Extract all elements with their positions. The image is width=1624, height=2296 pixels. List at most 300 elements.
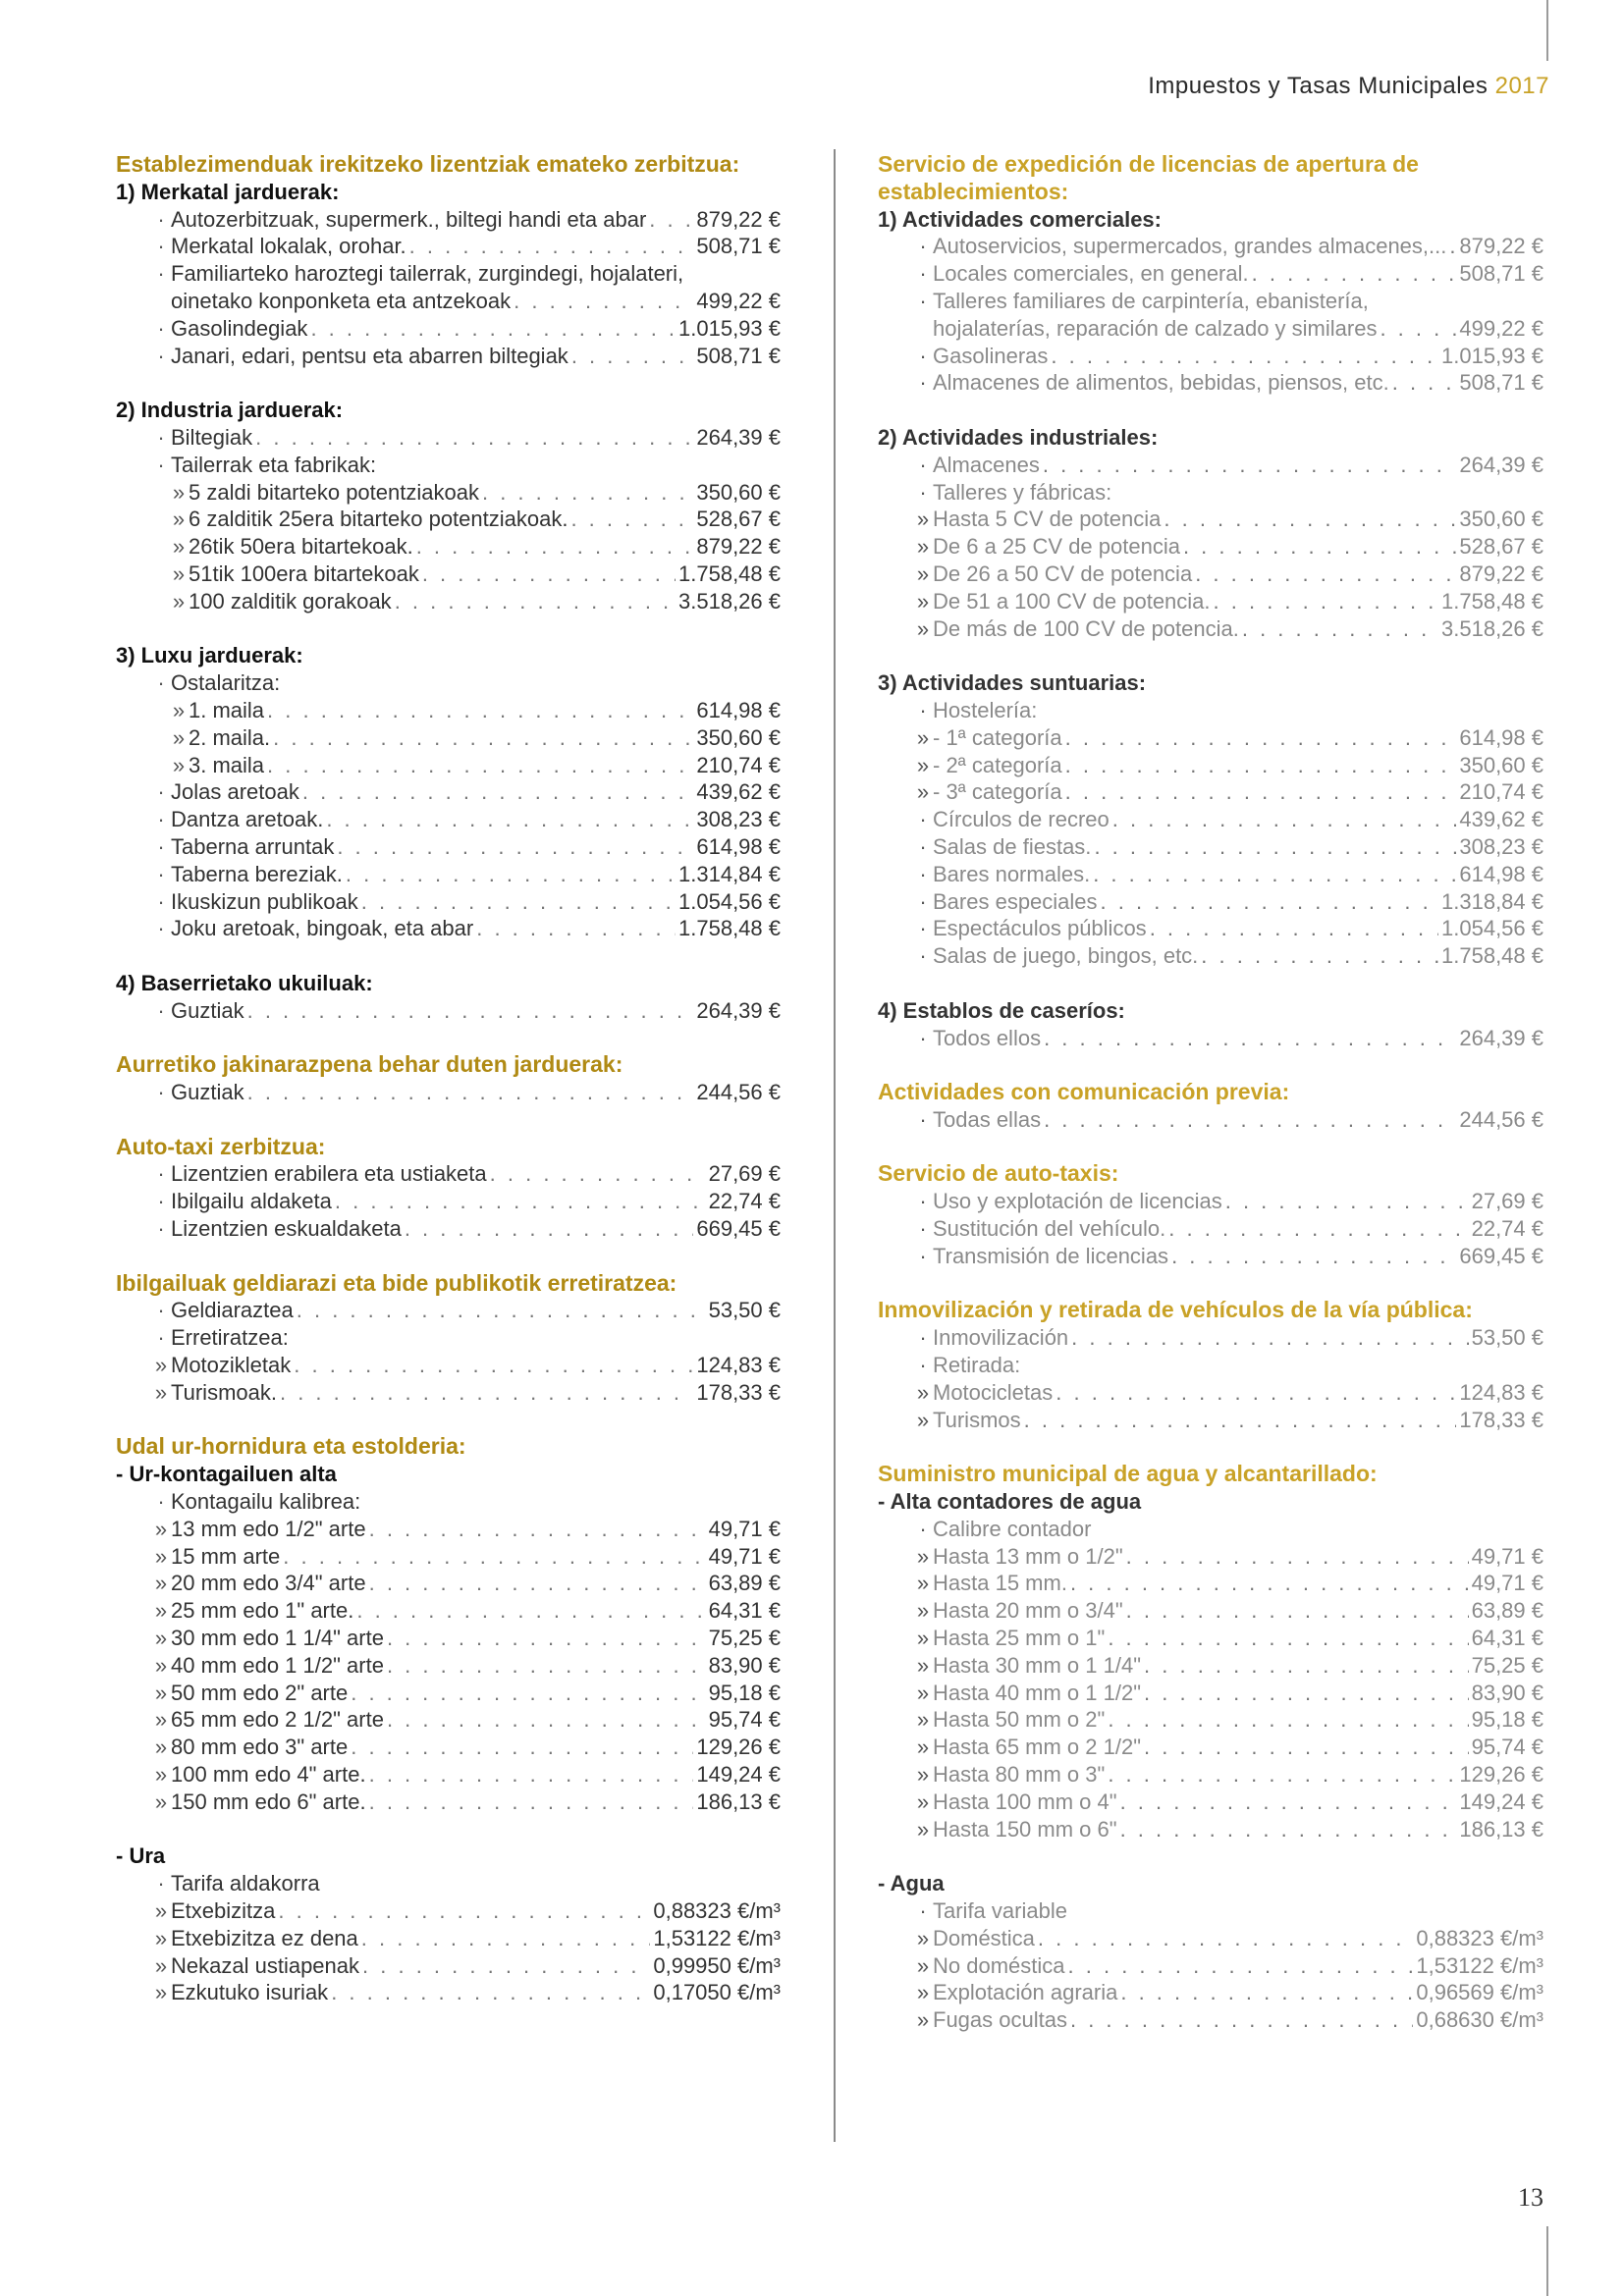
fee-amount: 1.318,84 €	[1441, 888, 1543, 914]
fee-row	[878, 1761, 1543, 1789]
fee-label: - 1ª categoría	[933, 724, 1062, 750]
spacer	[878, 1433, 1543, 1461]
list-label	[878, 1352, 1543, 1379]
fee-row	[116, 778, 781, 806]
fee-amount: 178,33 €	[696, 1379, 781, 1405]
fee-label: Hasta 50 mm o 2"	[933, 1707, 1106, 1733]
fee-label: Turismos	[933, 1407, 1021, 1432]
fee-row	[116, 1079, 781, 1106]
fee-row	[116, 724, 781, 752]
fee-amount: 27,69 €	[1471, 1189, 1543, 1214]
section-subtitle: 2) Industria jarduerak:	[116, 398, 344, 423]
fee-label: Fugas ocultas	[933, 2007, 1067, 2033]
fee-row	[878, 1188, 1543, 1215]
fee-amount: 264,39 €	[1459, 1025, 1543, 1050]
fee-amount: 49,71 €	[1471, 1571, 1543, 1596]
dot-leader	[1120, 1816, 1457, 1843]
fee-label: Locales comerciales, en general.	[933, 261, 1249, 287]
spacer	[878, 642, 1543, 669]
fee-amount: 1.758,48 €	[678, 916, 781, 941]
dot-bullet-icon: ·	[919, 370, 927, 396]
fee-label: Círculos de recreo	[933, 807, 1110, 832]
fee-amount: 75,25 €	[1471, 1652, 1543, 1678]
dot-leader	[356, 1597, 705, 1625]
fee-label: Hasta 20 mm o 3/4"	[933, 1598, 1123, 1624]
fee-label: Ibilgailu aldaketa	[171, 1189, 332, 1214]
fee-row	[878, 861, 1543, 888]
dot-bullet-icon: ·	[919, 234, 927, 259]
fee-label: Todos ellos	[933, 1025, 1042, 1050]
fee-label: Kontagailu kalibrea:	[171, 1489, 361, 1515]
fee-row	[878, 260, 1543, 288]
fee-amount: 350,60 €	[1459, 507, 1543, 532]
list-label	[116, 1488, 781, 1516]
spacer	[116, 369, 781, 397]
chevron-bullet-icon: »	[154, 1898, 168, 1923]
dot-leader	[1225, 1188, 1469, 1215]
dot-leader	[369, 1516, 706, 1543]
fee-row	[878, 1407, 1543, 1434]
dot-leader	[362, 1952, 650, 1980]
fee-label: Hasta 13 mm o 1/2"	[933, 1543, 1123, 1569]
fee-label: Ikuskizun publikoak	[171, 888, 358, 914]
fee-row	[878, 1952, 1543, 1980]
fee-label: Hasta 65 mm o 2 1/2"	[933, 1735, 1142, 1760]
fee-row	[116, 206, 781, 234]
list-label	[116, 260, 781, 288]
fee-amount: 63,89 €	[708, 1571, 781, 1596]
fee-amount: 264,39 €	[1459, 452, 1543, 477]
fee-row	[878, 343, 1543, 370]
fee-amount: 83,90 €	[708, 1652, 781, 1678]
fee-amount: 27,69 €	[708, 1161, 781, 1187]
fee-amount: 1,53122 €/m³	[1416, 1952, 1543, 1978]
fee-label: De 26 a 50 CV de potencia	[933, 561, 1193, 586]
fee-label: Sustitución del vehículo.	[933, 1216, 1166, 1242]
section-title: Servicio de expedición de licencias de apertura de	[878, 151, 1419, 177]
fee-row	[878, 1789, 1543, 1816]
chevron-bullet-icon: »	[916, 1379, 930, 1405]
fee-label: Motocicletas	[933, 1379, 1054, 1405]
fee-label: 5 zaldi bitarteko potentziakoak	[189, 479, 479, 505]
dot-bullet-icon: ·	[919, 861, 927, 886]
fee-amount: 3.518,26 €	[678, 588, 781, 614]
fee-row	[878, 1324, 1543, 1352]
dot-leader	[369, 1789, 694, 1816]
dot-leader	[280, 1379, 693, 1407]
spacer	[878, 1051, 1543, 1079]
fee-amount: 499,22 €	[696, 288, 781, 313]
dot-leader	[1164, 506, 1456, 533]
fee-label: Turismoak.	[171, 1379, 277, 1405]
dot-bullet-icon: ·	[919, 833, 927, 859]
dot-leader	[1051, 343, 1438, 370]
fee-amount: 22,74 €	[708, 1189, 781, 1214]
dot-leader	[1126, 1543, 1469, 1571]
fee-amount: 614,98 €	[696, 697, 781, 722]
fee-label: Etxebizitza ez dena	[171, 1925, 358, 1950]
chevron-bullet-icon: »	[916, 1407, 930, 1432]
fee-row	[116, 1625, 781, 1652]
chevron-bullet-icon: »	[916, 561, 930, 586]
fee-amount: 350,60 €	[1459, 752, 1543, 777]
dot-bullet-icon: ·	[157, 779, 165, 805]
dot-bullet-icon: ·	[919, 807, 927, 832]
fee-amount: 64,31 €	[708, 1598, 781, 1624]
fee-row	[116, 1297, 781, 1324]
dot-leader	[1112, 806, 1457, 833]
fee-amount: 49,71 €	[708, 1543, 781, 1569]
fee-row	[878, 888, 1543, 916]
fee-row	[878, 752, 1543, 779]
section-subtitle: 3) Actividades suntuarias:	[878, 670, 1147, 696]
fee-row	[116, 343, 781, 370]
fee-row	[116, 1652, 781, 1680]
dot-leader	[247, 997, 694, 1025]
fee-label: 15 mm arte	[171, 1543, 281, 1569]
fee-amount: 879,22 €	[696, 206, 781, 232]
spacer	[116, 615, 781, 643]
dot-bullet-icon: ·	[157, 343, 165, 368]
fee-label: Bares especiales	[933, 888, 1098, 914]
dot-leader	[1056, 1379, 1456, 1407]
section-subtitle: 2) Actividades industriales:	[878, 424, 1159, 450]
dot-bullet-icon: ·	[157, 1325, 165, 1351]
dot-leader	[361, 888, 676, 916]
dot-bullet-icon: ·	[919, 1106, 927, 1132]
fee-amount: 439,62 €	[696, 779, 781, 805]
fee-row	[116, 1543, 781, 1571]
fee-amount: 614,98 €	[1459, 724, 1543, 750]
dot-leader	[1070, 1570, 1469, 1597]
spacer	[116, 1816, 781, 1843]
fee-amount: 439,62 €	[1459, 807, 1543, 832]
fee-label: 6 zalditik 25era bitarteko potentziakoak.	[189, 507, 568, 532]
section-title: Suministro municipal de agua y alcantarillado:	[878, 1461, 1378, 1487]
fee-row	[878, 1706, 1543, 1734]
dot-bullet-icon: ·	[919, 1025, 927, 1050]
fee-label: Retirada:	[933, 1353, 1021, 1378]
chevron-bullet-icon: »	[172, 752, 186, 777]
chevron-bullet-icon: »	[916, 1598, 930, 1624]
fee-label: Inmovilización	[933, 1325, 1069, 1351]
chevron-bullet-icon: »	[916, 1735, 930, 1760]
dot-leader	[409, 233, 694, 260]
fee-row	[878, 1680, 1543, 1707]
fee-amount: 49,71 €	[708, 1516, 781, 1541]
fee-amount: 508,71 €	[696, 343, 781, 368]
fee-amount: 0,99950 €/m³	[653, 1952, 781, 1978]
chevron-bullet-icon: »	[916, 507, 930, 532]
fee-amount: 1,53122 €/m³	[653, 1925, 781, 1950]
fee-amount: 3.518,26 €	[1441, 615, 1543, 641]
dot-bullet-icon: ·	[157, 861, 165, 886]
fee-row	[116, 1188, 781, 1215]
fee-amount: 1.054,56 €	[678, 888, 781, 914]
dot-bullet-icon: ·	[919, 1216, 927, 1242]
dot-leader	[387, 1625, 706, 1652]
fee-row	[878, 1570, 1543, 1597]
fee-label: Hostelería:	[933, 697, 1038, 722]
dot-leader	[267, 697, 693, 724]
bottom-rule	[1546, 2226, 1548, 2296]
chevron-bullet-icon: »	[916, 534, 930, 560]
dot-bullet-icon: ·	[919, 1516, 927, 1541]
fee-label: Gasolindegiak	[171, 315, 308, 341]
fee-row	[878, 615, 1543, 643]
fee-row	[878, 1543, 1543, 1571]
fee-label: - 2ª categoría	[933, 752, 1062, 777]
fee-row	[116, 1597, 781, 1625]
dot-leader	[1120, 1979, 1413, 2006]
fee-row	[116, 806, 781, 833]
section-subtitle: 3) Luxu jarduerak:	[116, 643, 303, 668]
fee-label: Guztiak	[171, 1080, 244, 1105]
chevron-bullet-icon: »	[916, 1543, 930, 1569]
fee-label: 26tik 50era bitartekoak.	[189, 534, 413, 560]
fee-row	[878, 942, 1543, 970]
dot-leader	[331, 1979, 650, 2006]
dot-bullet-icon: ·	[157, 452, 165, 477]
dot-leader	[571, 343, 694, 370]
dot-leader	[649, 206, 693, 234]
fee-label: Dantza aretoak.	[171, 807, 324, 832]
fee-label: Hasta 150 mm o 6"	[933, 1816, 1117, 1842]
fee-label: Salas de juego, bingos, etc.	[933, 943, 1199, 969]
chevron-bullet-icon: »	[916, 724, 930, 750]
fee-label: De 51 a 100 CV de potencia.	[933, 588, 1211, 614]
list-label	[878, 288, 1543, 315]
spacer	[878, 1270, 1543, 1298]
fee-label: Joku aretoak, bingoak, eta abar	[171, 916, 474, 941]
fee-row	[116, 1925, 781, 1952]
fee-label: Explotación agraria	[933, 1980, 1118, 2005]
fee-row	[116, 1680, 781, 1707]
fee-amount: 614,98 €	[1459, 861, 1543, 886]
fee-label: Almacenes	[933, 452, 1040, 477]
spacer	[116, 1407, 781, 1434]
dot-leader	[490, 1160, 706, 1188]
chevron-bullet-icon: »	[154, 1571, 168, 1596]
chevron-bullet-icon: »	[154, 1707, 168, 1733]
spacer	[116, 1243, 781, 1270]
fee-amount: 178,33 €	[1459, 1407, 1543, 1432]
fee-label: Geldiaraztea	[171, 1298, 294, 1323]
dot-leader	[1150, 915, 1438, 942]
dot-leader	[326, 806, 693, 833]
fee-label: Ezkutuko isuriak	[171, 1980, 329, 2005]
dot-leader	[1144, 1680, 1469, 1707]
dot-bullet-icon: ·	[157, 888, 165, 914]
dot-leader	[335, 1188, 706, 1215]
fee-label: 30 mm edo 1 1/4" arte	[171, 1626, 384, 1651]
page-header	[1148, 73, 1549, 100]
chevron-bullet-icon: »	[154, 1925, 168, 1950]
dot-bullet-icon: ·	[157, 424, 165, 450]
fee-label: Etxebizitza	[171, 1898, 276, 1923]
fee-amount: 83,90 €	[1471, 1680, 1543, 1705]
fee-amount: 0,96569 €/m³	[1416, 1980, 1543, 2005]
fee-amount: 0,88323 €/m³	[1416, 1925, 1543, 1950]
fee-row	[878, 506, 1543, 533]
list-label	[116, 452, 781, 479]
dot-bullet-icon: ·	[157, 833, 165, 859]
dot-leader	[405, 1215, 694, 1243]
dot-leader	[1126, 1597, 1469, 1625]
dot-leader	[416, 533, 694, 561]
chevron-bullet-icon: »	[172, 588, 186, 614]
section-subtitle: 1) Actividades comerciales:	[878, 206, 1162, 232]
fee-amount: 1.015,93 €	[1441, 343, 1543, 368]
dot-leader	[255, 424, 693, 452]
fee-amount: 308,23 €	[696, 807, 781, 832]
fee-row	[116, 833, 781, 861]
fee-label: 20 mm edo 3/4" arte	[171, 1571, 366, 1596]
fee-amount: 614,98 €	[696, 833, 781, 859]
fee-amount: 669,45 €	[696, 1216, 781, 1242]
dot-bullet-icon: ·	[919, 1353, 927, 1378]
fee-amount: 0,68630 €/m³	[1416, 2007, 1543, 2033]
fee-amount: 95,18 €	[1471, 1707, 1543, 1733]
dot-leader	[1094, 833, 1456, 861]
fee-label: 150 mm edo 6" arte.	[171, 1789, 366, 1814]
spacer	[116, 942, 781, 970]
fee-row	[878, 915, 1543, 942]
chevron-bullet-icon: »	[154, 1543, 168, 1569]
dot-leader	[361, 1925, 651, 1952]
dot-leader	[1065, 778, 1457, 806]
fee-amount: 186,13 €	[1459, 1816, 1543, 1842]
dot-leader	[1065, 752, 1457, 779]
fee-amount: 49,71 €	[1471, 1543, 1543, 1569]
fee-amount: 508,71 €	[696, 234, 781, 259]
fee-row	[878, 533, 1543, 561]
section-subtitle: - Ur-kontagailuen alta	[116, 1462, 337, 1487]
dot-leader	[514, 288, 693, 315]
dot-leader	[1380, 315, 1456, 343]
fee-row	[878, 561, 1543, 588]
dot-leader	[1024, 1407, 1457, 1434]
fee-label: 13 mm edo 1/2" arte	[171, 1516, 366, 1541]
dot-leader	[1392, 369, 1457, 397]
fee-label: Calibre contador	[933, 1516, 1092, 1541]
spacer	[878, 970, 1543, 997]
dot-leader	[294, 1352, 693, 1379]
fee-row	[116, 424, 781, 452]
dot-bullet-icon: ·	[157, 997, 165, 1023]
fee-amount: 129,26 €	[1459, 1762, 1543, 1788]
fee-label: Nekazal ustiapenak	[171, 1952, 360, 1978]
fee-row	[116, 1952, 781, 1980]
fee-amount: 1.758,48 €	[1441, 588, 1543, 614]
dot-bullet-icon: ·	[919, 943, 927, 969]
dot-bullet-icon: ·	[157, 234, 165, 259]
dot-leader	[1108, 1706, 1468, 1734]
fee-amount: 308,23 €	[1459, 833, 1543, 859]
fee-amount: 528,67 €	[696, 507, 781, 532]
dot-bullet-icon: ·	[919, 343, 927, 368]
section-title: Ibilgailuak geldiarazi eta bide publikotik erretiratzea:	[116, 1269, 677, 1296]
top-rule	[1546, 0, 1548, 61]
fee-row	[116, 506, 781, 533]
spacer	[878, 397, 1543, 424]
chevron-bullet-icon: »	[916, 779, 930, 805]
dot-leader	[1108, 1761, 1456, 1789]
dot-leader	[310, 315, 676, 343]
fee-label: Familiarteko haroztegi tailerrak, zurgindegi, hojalateri,	[171, 261, 684, 287]
fee-label: Janari, edari, pentsu eta abarren biltegiak	[171, 343, 568, 368]
chevron-bullet-icon: »	[916, 1762, 930, 1788]
list-label	[878, 1516, 1543, 1543]
section-title: Inmovilización y retirada de vehículos de la vía pública:	[878, 1297, 1473, 1323]
fee-label: Tarifa aldakorra	[171, 1871, 320, 1896]
fee-amount: 95,74 €	[1471, 1735, 1543, 1760]
fee-amount: 210,74 €	[696, 752, 781, 777]
dot-leader	[1044, 1025, 1456, 1052]
fee-row	[116, 1516, 781, 1543]
dot-bullet-icon: ·	[157, 1871, 165, 1896]
spacer	[116, 1025, 781, 1052]
fee-amount: 499,22 €	[1459, 315, 1543, 341]
dot-leader	[297, 1297, 706, 1324]
fee-label: Todas ellas	[933, 1106, 1042, 1132]
fee-label: Erretiratzea:	[171, 1325, 289, 1351]
fee-row	[116, 997, 781, 1025]
fee-amount: 350,60 €	[696, 479, 781, 505]
fee-row	[116, 561, 781, 588]
chevron-bullet-icon: »	[172, 697, 186, 722]
dot-leader	[1144, 1652, 1469, 1680]
fee-row	[878, 806, 1543, 833]
dot-leader	[369, 1761, 694, 1789]
fee-label: Ostalaritza:	[171, 670, 281, 696]
chevron-bullet-icon: »	[154, 1789, 168, 1814]
chevron-bullet-icon: »	[154, 1952, 168, 1978]
dot-leader	[387, 1706, 706, 1734]
fee-amount: 508,71 €	[1459, 261, 1543, 287]
chevron-bullet-icon: »	[154, 1626, 168, 1651]
fee-amount: 244,56 €	[696, 1080, 781, 1105]
dot-bullet-icon: ·	[919, 916, 927, 941]
dot-bullet-icon: ·	[919, 1898, 927, 1923]
fee-amount: 264,39 €	[696, 997, 781, 1023]
fee-label: Biltegiak	[171, 424, 253, 450]
dot-leader	[1108, 1625, 1468, 1652]
fee-label: Lizentzien eskualdaketa	[171, 1216, 402, 1242]
dot-leader	[273, 724, 693, 752]
fee-label: 100 mm edo 4" arte.	[171, 1762, 366, 1788]
fee-row	[116, 1379, 781, 1407]
chevron-bullet-icon: »	[154, 1680, 168, 1705]
header-title: Impuestos y Tasas Municipales	[1148, 73, 1489, 99]
chevron-bullet-icon: »	[172, 534, 186, 560]
dot-leader	[1171, 1243, 1456, 1270]
fee-row	[878, 778, 1543, 806]
dot-bullet-icon: ·	[919, 261, 927, 287]
dot-bullet-icon: ·	[157, 1489, 165, 1515]
fee-amount: 63,89 €	[1471, 1598, 1543, 1624]
fee-label: 100 zalditik gorakoak	[189, 588, 392, 614]
column-divider	[834, 149, 836, 2142]
fee-label: Gasolineras	[933, 343, 1049, 368]
fee-amount: 64,31 €	[1471, 1626, 1543, 1651]
dot-leader	[278, 1897, 650, 1925]
dot-leader	[351, 1680, 705, 1707]
dot-leader	[1043, 452, 1457, 479]
dot-bullet-icon: ·	[919, 888, 927, 914]
fee-row	[116, 315, 781, 343]
page-number: 13	[1518, 2183, 1543, 2212]
